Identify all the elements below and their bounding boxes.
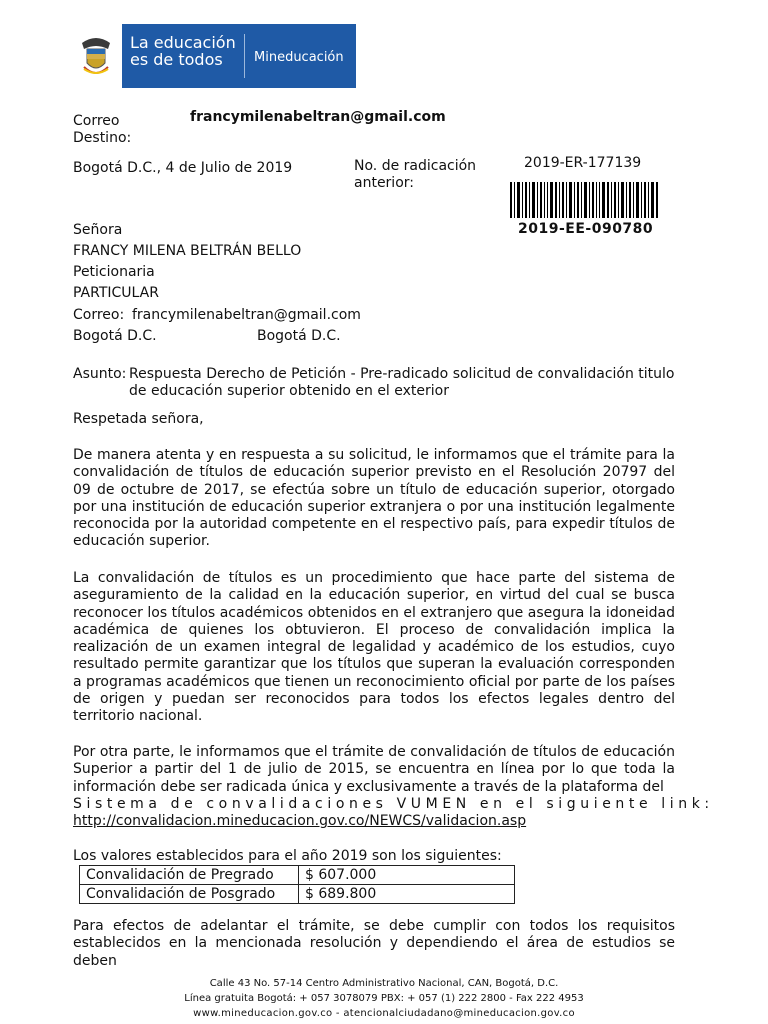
table-row (80, 885, 515, 904)
previous-filing-number: 2019-ER-177139 (524, 155, 642, 171)
addressee-salutation: Señora (73, 222, 123, 238)
logo-slogan-line1: La educación (130, 33, 236, 52)
fee-concept: Convalidación de Pregrado (80, 866, 299, 885)
addressee-type: PARTICULAR (73, 285, 159, 301)
filing-number: 2019-EE-090780 (518, 221, 654, 237)
subject-text (129, 366, 675, 400)
destination-email-label (73, 113, 131, 147)
logo-slogan (130, 34, 240, 68)
body-paragraph-3-text: Por otra parte, le informamos que el trámite de convalidación de títulos de educación Superior a partir del 1 de julio de 2015, se encuentra en línea por lo que toda la información debe ser radicada única y exclusivamente a través de la plataforma del (73, 744, 675, 795)
barcode-image (510, 182, 658, 218)
destination-email: francymilenabeltran@gmail.com (190, 109, 446, 125)
place-date: Bogotá D.C., 4 de Julio de 2019 (73, 160, 293, 176)
subject-line2: de educación superior obtenido en el exterior (129, 383, 449, 399)
addressee-name: FRANCY MILENA BELTRÁN BELLO (73, 243, 302, 259)
body-paragraph-1: De manera atenta y en respuesta a su solicitud, le informamos que el trámite para la convalidación de títulos de educación superior previsto en el Resolución 20797 del 09 de octubre de 2017, se efectúa sobre un título de educación superior, otorgado por una institución de educación superior extranjera o por una institución legalmente reconocida por la autoridad competente en el respectivo país, para expedir títulos de educación superior. (73, 447, 675, 550)
body-paragraph-2: La convalidación de títulos es un procedimiento que hace parte del sistema de aseguramiento de la calidad en la educación superior, en virtud del cual se busca reconocer los títulos académicos obtenidos en el extranjero que asegura la idoneidad académica de quienes los obtuvieron. El proceso de convalidación implica la realización de un examen integral de legalidad y académico de los estudios, cuyo resultado permite garantizar que los títulos que superan la evaluación corresponden a programas académicos que tienen un reconocimiento oficial por parte de los países de origen y puedan ser reconocidos para todos los efectos legales dentro del territorio nacional. (73, 570, 675, 725)
greeting: Respetada señora, (73, 411, 204, 427)
fee-value: $ 607.000 (299, 866, 515, 885)
coat-of-arms-icon (70, 24, 122, 88)
fee-concept: Convalidación de Posgrado (80, 885, 299, 904)
fees-table (79, 865, 515, 904)
previous-filing-label-line1: No. de radicación (354, 158, 477, 174)
previous-filing-label-line2: anterior: (354, 175, 414, 191)
subject-label: Asunto: (73, 366, 127, 382)
logo-slogan-line2: es de todos (130, 50, 223, 69)
destination-email-label-line1: Correo (73, 113, 120, 129)
destination-email-label-line2: Destino: (73, 130, 132, 146)
table-row (80, 866, 515, 885)
body-paragraph-3-spaced: Sistema de convalidaciones VUMEN en el siguiente link: (73, 795, 714, 812)
addressee-city: Bogotá D.C. (73, 328, 157, 344)
footer-address: Calle 43 No. 57-14 Centro Administrativo Nacional, CAN, Bogotá, D.C. (209, 978, 559, 989)
subject-line1: Respuesta Derecho de Petición - Pre-radicado solicitud de convalidación titulo (129, 366, 675, 382)
fees-intro: Los valores establecidos para el año 2019 son los siguientes: (73, 848, 502, 864)
previous-filing-label (354, 158, 476, 192)
addressee-block (73, 220, 301, 304)
footer-phone: Línea gratuita Bogotá: + 057 3078079 PBX: + 057 (1) 222 2800 - Fax 222 4953 (184, 993, 584, 1004)
body-paragraph-4: Para efectos de adelantar el trámite, se debe cumplir con todos los requisitos establecidos en la mencionada resolución y dependiendo el área de estudios se deben (73, 918, 675, 969)
page-footer (0, 976, 768, 1021)
addressee-email-label: Correo: (73, 307, 125, 323)
convalidation-link[interactable]: http://convalidacion.mineducacion.gov.co/NEWCS/validacion.asp (73, 813, 527, 830)
addressee-email: francymilenabeltran@gmail.com (132, 307, 361, 323)
logo-brand: Mineducación (254, 50, 344, 65)
addressee-city-secondary: Bogotá D.C. (257, 328, 341, 344)
addressee-role: Peticionaria (73, 264, 155, 280)
logo-divider (244, 34, 245, 78)
footer-web-email: www.mineducacion.gov.co - atencionalciudadano@mineducacion.gov.co (193, 1008, 575, 1019)
body-paragraph-3 (73, 744, 714, 830)
fee-value: $ 689.800 (299, 885, 515, 904)
